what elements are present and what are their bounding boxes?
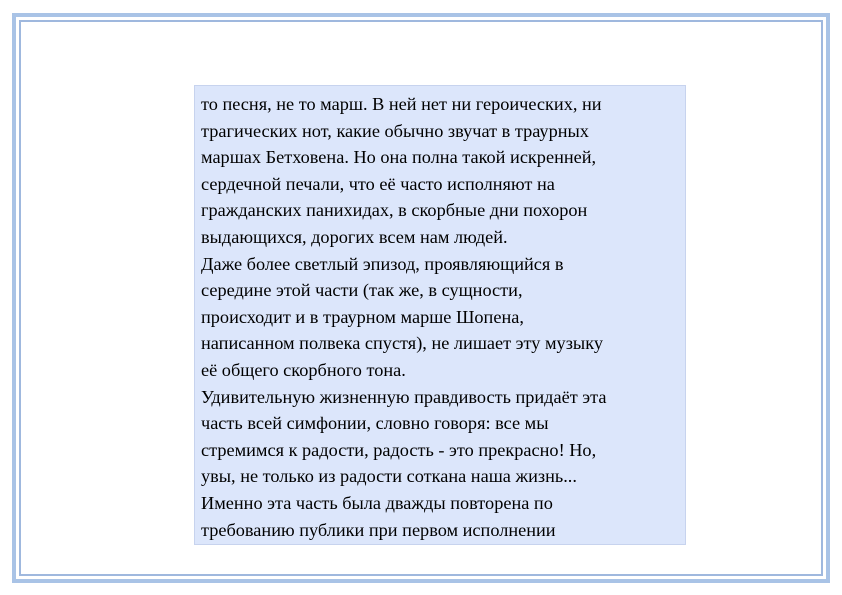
text-line-16: Именно эта часть была дважды повторена по (201, 492, 553, 513)
text-line-13: часть всей симфонии, словно говоря: все мы (201, 413, 549, 434)
text-line-5: гражданских панихидах, в скорбные дни похорон (201, 200, 588, 221)
text-line-1: то песня, не то марш. В ней нет ни героических, ни (201, 94, 602, 114)
text-line-9: происходит и в траурном марше Шопена, (201, 306, 524, 327)
text-line-6: выдающихся, дорогих всем нам людей. (201, 226, 508, 247)
text-line-7: Даже более светлый эпизод, проявляющийся в (201, 253, 564, 274)
text-body (201, 91, 679, 543)
text-line-4: сердечной печали, что её часто исполняют на (201, 173, 555, 194)
text-line-17: требованию публики при первом исполнении (201, 519, 556, 540)
text-line-12: Удивительную жизненную правдивость придаёт эта (201, 386, 607, 407)
text-line-10: написанном полвека спустя), не лишает эту музыку (201, 333, 603, 354)
text-line-14: стремимся к радости, радость - это прекрасно! Но, (201, 439, 597, 460)
text-line-3: маршах Бетховена. Но она полна такой искренней, (201, 147, 597, 168)
text-line-11: её общего скорбного тона. (201, 359, 406, 380)
text-line-2: трагических нот, какие обычно звучат в траурных (201, 120, 589, 141)
text-line-8: середине этой части (так же, в сущности, (201, 280, 523, 301)
text-line-15: увы, не только из радости соткана наша жизнь... (201, 466, 577, 487)
text-box (194, 85, 686, 545)
